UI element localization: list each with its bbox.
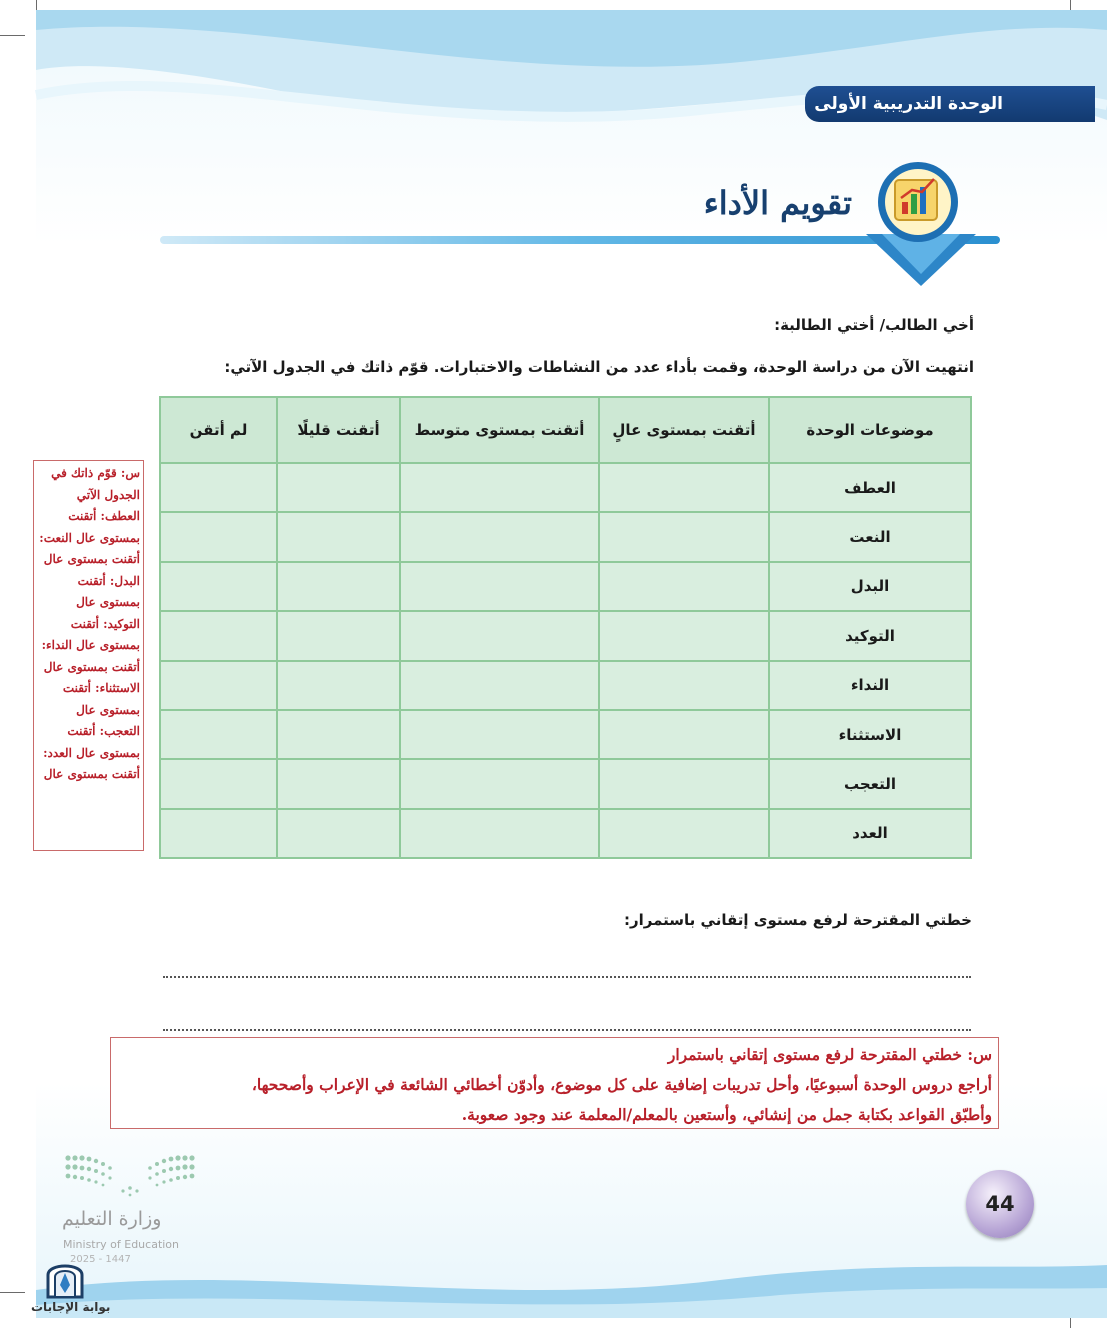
row-topic: العدد (769, 809, 971, 858)
table-row (160, 512, 971, 561)
plan-label: خطتي المقترحة لرفع مستوى إتقاني باستمرار: (624, 911, 972, 929)
ministry-name-en: Ministry of Education (63, 1238, 180, 1251)
rating-cell[interactable] (400, 809, 599, 858)
rating-cell[interactable] (400, 463, 599, 512)
answer-line[interactable] (163, 976, 971, 978)
table-header-row (160, 397, 971, 463)
answer-text-line: وأطبّق القواعد بكتابة جمل من إنشائي، وأستعين بالمعلم/المعلمة عند وجود صعوبة. (461, 1105, 992, 1124)
intro-line-1: أخي الطالب/ أختي الطالبة: (774, 316, 974, 334)
answer-question: س: خطتي المقترحة لرفع مستوى إتقاني باستمرار (667, 1045, 992, 1064)
header-high: أتقنت بمستوى عالٍ (599, 397, 769, 463)
answer-line[interactable] (163, 1029, 971, 1031)
table-row (160, 710, 971, 759)
rating-cell[interactable] (277, 562, 400, 611)
rating-cell[interactable] (277, 759, 400, 808)
rating-cell[interactable] (160, 562, 277, 611)
rating-cell[interactable] (277, 463, 400, 512)
rating-cell[interactable] (160, 611, 277, 660)
ministry-logo (62, 1150, 202, 1200)
section-title: تقويم الأداء (703, 184, 852, 222)
table-row (160, 759, 971, 808)
rating-cell[interactable] (400, 512, 599, 561)
plan-answer-box (110, 1037, 999, 1129)
row-topic: النعت (769, 512, 971, 561)
rating-cell[interactable] (599, 463, 769, 512)
rating-cell[interactable] (599, 710, 769, 759)
page-number-badge (966, 1170, 1034, 1238)
rating-cell[interactable] (160, 463, 277, 512)
rating-cell[interactable] (400, 759, 599, 808)
header-topics: موضوعات الوحدة (769, 397, 971, 463)
row-topic: النداء (769, 661, 971, 710)
chart-icon (862, 162, 980, 290)
row-topic: التعجب (769, 759, 971, 808)
header-medium: أتقنت بمستوى متوسط (400, 397, 599, 463)
rating-cell[interactable] (160, 809, 277, 858)
header-not-mastered: لم أتقن (160, 397, 277, 463)
rating-cell[interactable] (400, 562, 599, 611)
table-row (160, 562, 971, 611)
rating-cell[interactable] (599, 809, 769, 858)
table-row (160, 611, 971, 660)
table-row (160, 809, 971, 858)
footer-wave (0, 1240, 1107, 1328)
table-row (160, 463, 971, 512)
row-topic: التوكيد (769, 611, 971, 660)
ministry-name-ar: وزارة التعليم (62, 1208, 162, 1230)
rating-cell[interactable] (400, 611, 599, 660)
rating-cell[interactable] (160, 710, 277, 759)
unit-banner: الوحدة التدريبية الأولى (805, 86, 1095, 122)
row-topic: البدل (769, 562, 971, 611)
rating-cell[interactable] (277, 611, 400, 660)
rating-cell[interactable] (277, 512, 400, 561)
rating-cell[interactable] (400, 661, 599, 710)
rating-cell[interactable] (599, 661, 769, 710)
rating-cell[interactable] (400, 710, 599, 759)
rating-cell[interactable] (277, 809, 400, 858)
ministry-year: 2025 - 1447 (70, 1254, 131, 1265)
page-number: 44 (985, 1192, 1015, 1216)
rating-cell[interactable] (160, 759, 277, 808)
side-answer-note: س: قوّم ذاتك في الجدول الآتي العطف: أتقنت بمستوى عال النعت: أتقنت بمستوى عال البدل: أتقنت بمستوى عال التوكيد: أتقنت بمستوى عال النداء: أتقنت بمستوى عال الاستثناء: أتقنت بمستوى عال التعجب: أتقنت بمستوى عال العدد: أتقنت بمستوى عال (33, 460, 144, 851)
portal-logo-icon (44, 1255, 86, 1299)
rating-cell[interactable] (160, 661, 277, 710)
intro-line-2: انتهيت الآن من دراسة الوحدة، وقمت بأداء عدد من النشاطات والاختبارات. قوّم ذاتك في الجدول الآتي: (224, 358, 974, 376)
row-topic: الاستثناء (769, 710, 971, 759)
rating-cell[interactable] (277, 710, 400, 759)
header-little: أتقنت قليلًا (277, 397, 400, 463)
table-row (160, 661, 971, 710)
rating-cell[interactable] (599, 611, 769, 660)
rating-cell[interactable] (160, 512, 277, 561)
rating-cell[interactable] (599, 562, 769, 611)
rating-cell[interactable] (599, 512, 769, 561)
header-wave (0, 0, 1107, 170)
portal-label: بوابة الإجابات (31, 1300, 111, 1314)
self-evaluation-table (159, 396, 972, 859)
rating-cell[interactable] (277, 661, 400, 710)
answer-text-line: أراجع دروس الوحدة أسبوعيًا، وأحل تدريبات إضافية على كل موضوع، وأدوّن أخطائي الشائعة في الإعراب وأصححها، (251, 1075, 992, 1094)
rating-cell[interactable] (599, 759, 769, 808)
row-topic: العطف (769, 463, 971, 512)
